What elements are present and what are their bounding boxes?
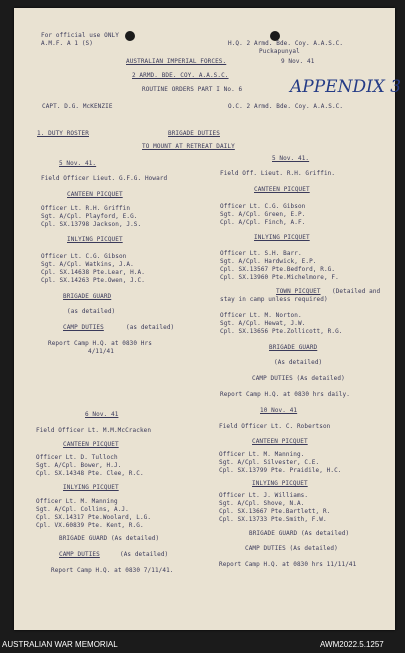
- footer-institution: AUSTRALIAN WAR MEMORIAL: [2, 640, 118, 649]
- right-day2-camp-line: CAMP DUTIES (As detailed): [245, 545, 338, 552]
- roster-line: Sgt. A/Cpl. Silvester, C.E.: [219, 459, 320, 466]
- left-day1-camp-heading: CAMP DUTIES: [63, 324, 104, 331]
- right-day1-canteen-heading: CANTEEN PICQUET: [254, 186, 310, 193]
- roster-line: Cpl. SX.14638 Pte.Lear, H.A.: [41, 269, 145, 276]
- left-day1-canteen-heading: CANTEEN PICQUET: [67, 191, 123, 198]
- left-day2-inlying-heading: INLYING PICQUET: [63, 484, 119, 491]
- unit-title: 2 ARMD. BDE. COY. A.A.S.C.: [132, 72, 229, 79]
- footer-accession: AWM2022.5.1257: [320, 640, 384, 649]
- roster-line: Cpl. A/Cpl. Finch, A.F.: [220, 219, 306, 226]
- hq-line: H.Q. 2 Armd. Bde. Coy. A.A.S.C.: [228, 40, 344, 47]
- left-day2-camp-note: (As detailed): [120, 551, 169, 558]
- right-day1-guard-note: (As detailed): [274, 359, 323, 366]
- appendix-label: APPENDIX 3: [290, 77, 402, 97]
- roster-line: Officer Lt. M. Manning.: [219, 451, 305, 458]
- roster-line: Sgt. A/Cpl. Shove, N.A.: [219, 500, 305, 507]
- capt-name: CAPT. D.G. McKENZIE: [42, 103, 113, 110]
- roster-line: Sgt. A/Cpl. Hewat, J.W.: [220, 320, 306, 327]
- roster-line: Cpl. SX.13799 Pte. Praidile, H.C.: [219, 467, 342, 474]
- retreat-heading: TO MOUNT AT RETREAT DAILY: [142, 143, 235, 150]
- order-date: 9 Nov. 41: [281, 58, 315, 65]
- roster-line: Cpl. SX.13733 Pte.Smith, F.W.: [219, 516, 327, 523]
- roster-line: Cpl. SX.13656 Pte.Zollicott, R.G.: [220, 328, 343, 335]
- roster-line: Cpl. VX.60839 Pte. Kent, R.G.: [36, 522, 144, 529]
- official-use-note: For official use ONLY: [41, 32, 119, 39]
- right-day1-report: Report Camp H.Q. at 0830 hrs daily.: [220, 391, 350, 398]
- roster-line: Officer Lt. M. Manning: [36, 498, 118, 505]
- right-day1-inlying-heading: INLYING PICQUET: [254, 234, 310, 241]
- roster-line: Officer Lt. D. Tulloch: [36, 454, 118, 461]
- left-day2-field-officer: Field Officer Lt. M.M.McCracken: [36, 427, 152, 434]
- right-day2-date: 10 Nov. 41: [260, 407, 298, 414]
- left-day1-field-officer: Field Officer Lieut. G.F.G. Howard: [41, 175, 168, 182]
- roster-line: Sgt. A/Cpl. Hardwick, E.P.: [220, 258, 317, 265]
- left-day1-report: Report Camp H.Q. at 0830 Hrs: [48, 340, 152, 347]
- location: Puckapunyal: [259, 48, 300, 55]
- right-day1-guard-heading: BRIGADE GUARD: [269, 344, 318, 351]
- left-day1-camp-note: (as detailed): [126, 324, 175, 331]
- roster-line: Officer Lt. R.H. Griffin: [41, 205, 131, 212]
- roster-line: Cpl. SX.14348 Pte. Clee, R.C.: [36, 470, 144, 477]
- roster-line: Officer Lt. J. Williams.: [219, 492, 309, 499]
- roster-line: Officer Lt. S.H. Barr.: [220, 250, 302, 257]
- roster-line: Cpl. SX.13567 Pte.Bedford, R.G.: [220, 266, 336, 273]
- right-day1-camp-line: CAMP DUTIES (As detailed): [252, 375, 345, 382]
- roster-line: Sgt. A/Cpl. Playford, E.G.: [41, 213, 138, 220]
- left-day2-date: 6 Nov. 41: [85, 411, 119, 418]
- roster-line: Officer Lt. M. Norton.: [220, 312, 302, 319]
- roster-line: Cpl. SX.13798 Jackson, J.S.: [41, 221, 142, 228]
- force-title: AUSTRALIAN IMPERIAL FORCES.: [126, 58, 227, 65]
- roster-line: Cpl. SX.14263 Pte.Owen, J.C.: [41, 277, 145, 284]
- right-day2-canteen-heading: CANTEEN PICQUET: [252, 438, 308, 445]
- right-day2-guard-line: BRIGADE GUARD (As detailed): [249, 530, 350, 537]
- roster-line: Officer Lt. C.G. Gibson: [220, 203, 306, 210]
- duty-roster-heading: 1. DUTY ROSTER: [37, 130, 89, 137]
- punch-hole: [125, 31, 135, 41]
- oc-title: O.C. 2 Armd. Bde. Coy. A.A.S.C.: [228, 103, 344, 110]
- left-day2-canteen-heading: CANTEEN PICQUET: [63, 441, 119, 448]
- routine-orders: ROUTINE ORDERS PART I No. 6: [142, 86, 243, 93]
- right-day1-town-note-2: stay in camp unless required): [220, 296, 328, 303]
- left-day2-guard-line: BRIGADE GUARD (As detailed): [59, 535, 160, 542]
- roster-line: Cpl. SX.13960 Pte.Michelmore, F.: [220, 274, 339, 281]
- roster-line: Cpl. SX.13667 Pte.Bartlett, R.: [219, 508, 331, 515]
- right-day2-inlying-heading: INLYING PICQUET: [252, 480, 308, 487]
- left-day2-camp-heading: CAMP DUTIES: [59, 551, 100, 558]
- roster-line: Cpl. SX.14317 Pte.Woolard, L.G.: [36, 514, 152, 521]
- right-day2-report: Report Camp H.Q. at 0830 hrs 11/11/41: [219, 561, 357, 568]
- roster-line: Sgt. A/Cpl. Green, E.P.: [220, 211, 306, 218]
- brigade-duties-heading: BRIGADE DUTIES: [168, 130, 220, 137]
- left-day1-guard-heading: BRIGADE GUARD: [63, 293, 112, 300]
- left-day1-report-date: 4/11/41: [88, 348, 114, 355]
- right-day1-town-heading: TOWN PICQUET: [276, 288, 321, 295]
- roster-line: Sgt. A/Cpl. Collins, A.J.: [36, 506, 129, 513]
- left-day1-date: 5 Nov. 41.: [59, 160, 97, 167]
- left-day1-inlying-heading: INLYING PICQUET: [67, 236, 123, 243]
- roster-line: Sgt. A/Cpl. Bower, H.J.: [36, 462, 122, 469]
- right-day1-town-note: (Detailed and: [332, 288, 381, 295]
- right-day1-field-officer: Field Off. Lieut. R.H. Griffin.: [220, 170, 336, 177]
- roster-line: Sgt. A/Cpl. Watkins, J.A.: [41, 261, 134, 268]
- official-ref: A.M.F. A 1 (S): [41, 40, 93, 47]
- right-day2-field-officer: Field Officer Lt. C. Robertson: [219, 423, 331, 430]
- document-page: [14, 8, 402, 630]
- roster-line: Officer Lt. C.G. Gibson: [41, 253, 127, 260]
- left-day1-guard-note: (as detailed): [67, 308, 116, 315]
- left-day2-report: Report Camp H.Q. at 0830 7/11/41.: [51, 567, 174, 574]
- right-day1-date: 5 Nov. 41.: [272, 155, 310, 162]
